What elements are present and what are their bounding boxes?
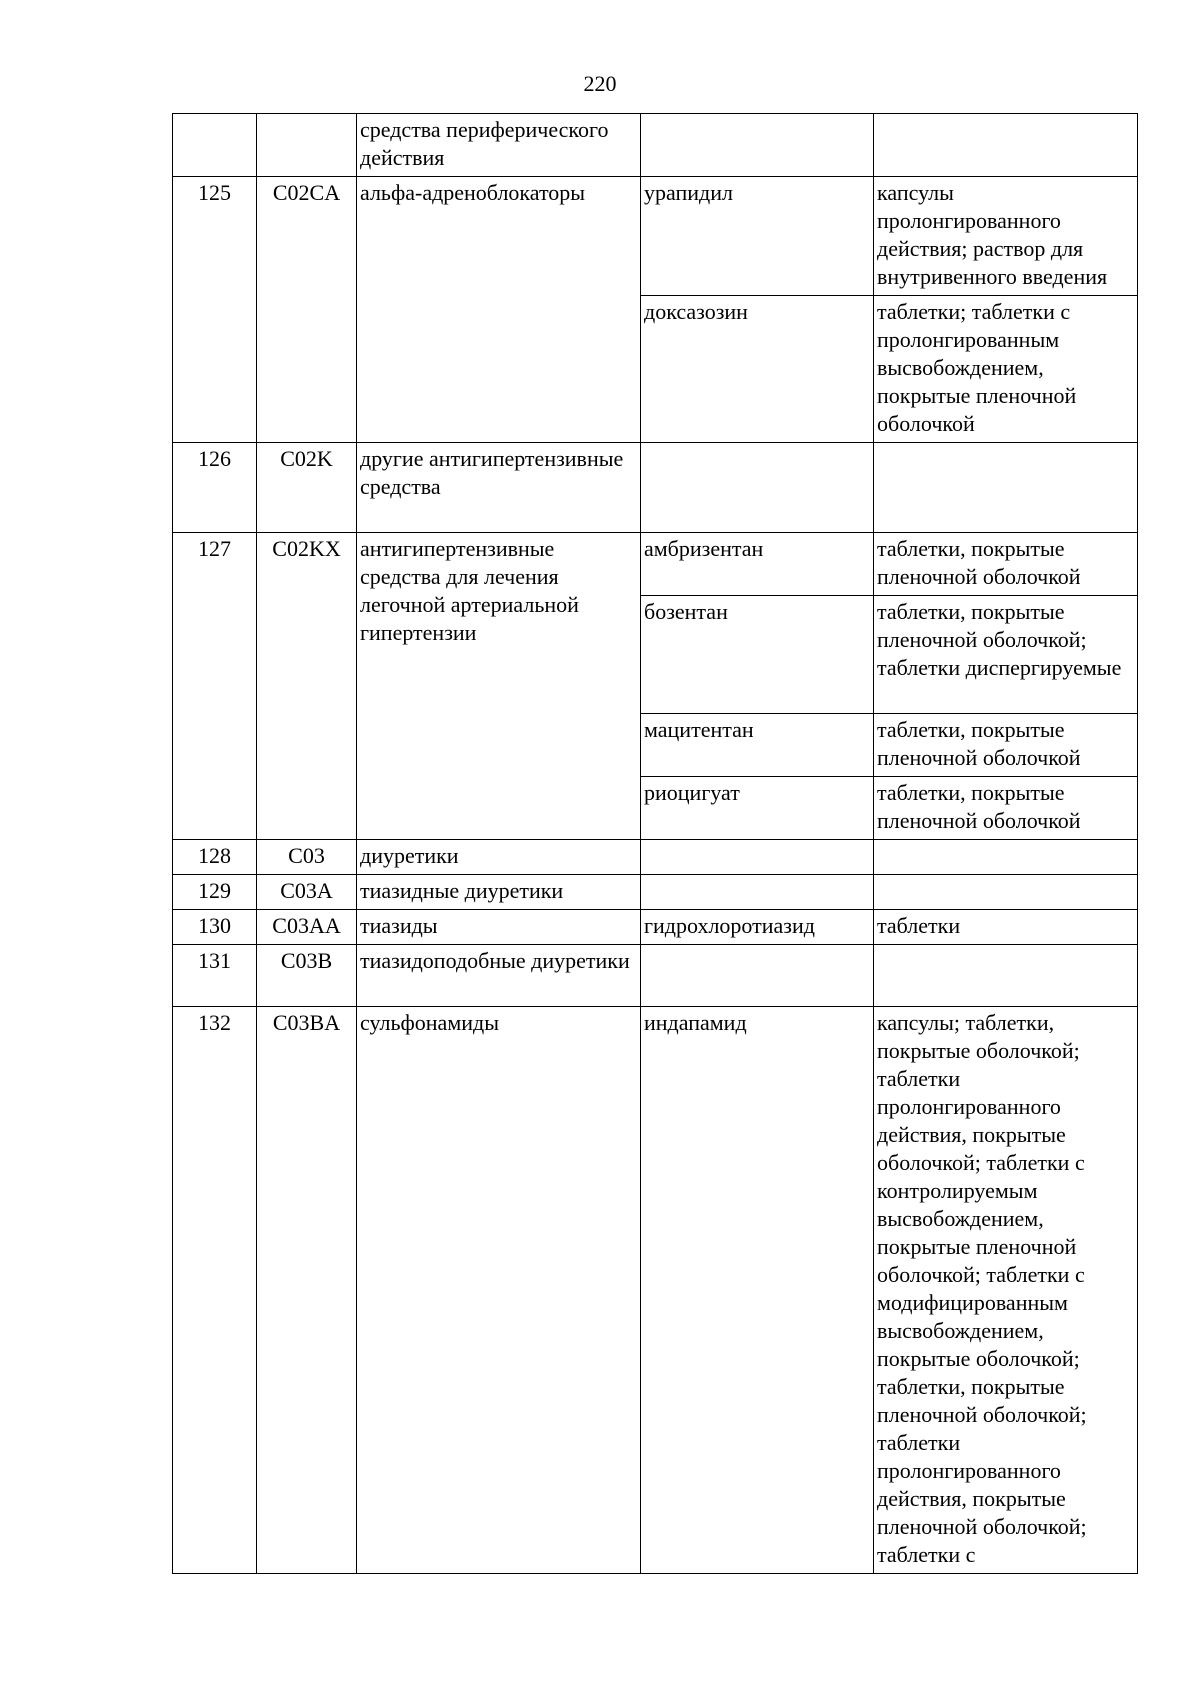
drug-name: бозентан	[641, 596, 874, 714]
group-name: альфа-адреноблокаторы	[357, 177, 641, 443]
table-row	[173, 875, 1138, 910]
dosage-form: таблетки, покрытые пленочной оболочкой; таблетки диспергируемые	[874, 596, 1138, 714]
group-name: тиазиды	[357, 910, 641, 945]
table-row	[173, 910, 1138, 945]
row-number: 129	[173, 875, 257, 910]
dosage-form: таблетки, покрытые пленочной оболочкой	[874, 714, 1138, 777]
drug-name	[641, 443, 874, 533]
table-row	[173, 114, 1138, 177]
dosage-form: таблетки; таблетки с пролонгированным высвобождением, покрытые пленочной оболочкой	[874, 296, 1138, 443]
drug-name	[641, 114, 874, 177]
dosage-form	[874, 875, 1138, 910]
row-number: 127	[173, 533, 257, 840]
table-row	[173, 443, 1138, 533]
table-row	[173, 945, 1138, 1007]
dosage-form	[874, 945, 1138, 1007]
table-row	[173, 177, 1138, 296]
drug-name	[641, 840, 874, 875]
group-name: сульфонамиды	[357, 1007, 641, 1574]
atc-code: C02K	[257, 443, 357, 533]
atc-code: C03AA	[257, 910, 357, 945]
drug-name	[641, 945, 874, 1007]
row-number: 131	[173, 945, 257, 1007]
drug-name: мацитентан	[641, 714, 874, 777]
row-number: 130	[173, 910, 257, 945]
drug-name: урапидил	[641, 177, 874, 296]
table-row	[173, 1007, 1138, 1574]
drug-name: гидрохлоротиазид	[641, 910, 874, 945]
drug-table	[172, 113, 1138, 1574]
row-number: 132	[173, 1007, 257, 1574]
table-row	[173, 840, 1138, 875]
dosage-form	[874, 443, 1138, 533]
group-name: другие антигипертензивные средства	[357, 443, 641, 533]
drug-name: риоцигуат	[641, 777, 874, 840]
dosage-form: капсулы пролонгированного действия; раствор для внутривенного введения	[874, 177, 1138, 296]
drug-name: индапамид	[641, 1007, 874, 1574]
row-number: 125	[173, 177, 257, 443]
atc-code	[257, 114, 357, 177]
row-number	[173, 114, 257, 177]
dosage-form: таблетки, покрытые пленочной оболочкой	[874, 777, 1138, 840]
group-name: диуретики	[357, 840, 641, 875]
dosage-form	[874, 114, 1138, 177]
dosage-form: капсулы; таблетки, покрытые оболочкой; таблетки пролонгированного действия, покрытые оболочкой; таблетки с контролируемым высвобождением, покрытые пленочной оболочкой; таблетки с модифицированным высвобождением, покрытые оболочкой; таблетки, покрытые пленочной оболочкой; таблетки пролонгированного действия, покрытые пленочной оболочкой; таблетки с	[874, 1007, 1138, 1574]
dosage-form: таблетки, покрытые пленочной оболочкой	[874, 533, 1138, 596]
table-row	[173, 533, 1138, 596]
drug-name: доксазозин	[641, 296, 874, 443]
atc-code: C03A	[257, 875, 357, 910]
group-name: тиазидоподобные диуретики	[357, 945, 641, 1007]
drug-name: амбризентан	[641, 533, 874, 596]
group-name: тиазидные диуретики	[357, 875, 641, 910]
atc-code: C03	[257, 840, 357, 875]
atc-code: C02CA	[257, 177, 357, 443]
atc-code: C02KX	[257, 533, 357, 840]
dosage-form: таблетки	[874, 910, 1138, 945]
atc-code: C03BA	[257, 1007, 357, 1574]
row-number: 126	[173, 443, 257, 533]
group-name: средства периферического действия	[357, 114, 641, 177]
group-name: антигипертензивные средства для лечения легочной артериальной гипертензии	[357, 533, 641, 840]
drug-name	[641, 875, 874, 910]
row-number: 128	[173, 840, 257, 875]
atc-code: C03B	[257, 945, 357, 1007]
page-number: 220	[583, 71, 617, 96]
dosage-form	[874, 840, 1138, 875]
